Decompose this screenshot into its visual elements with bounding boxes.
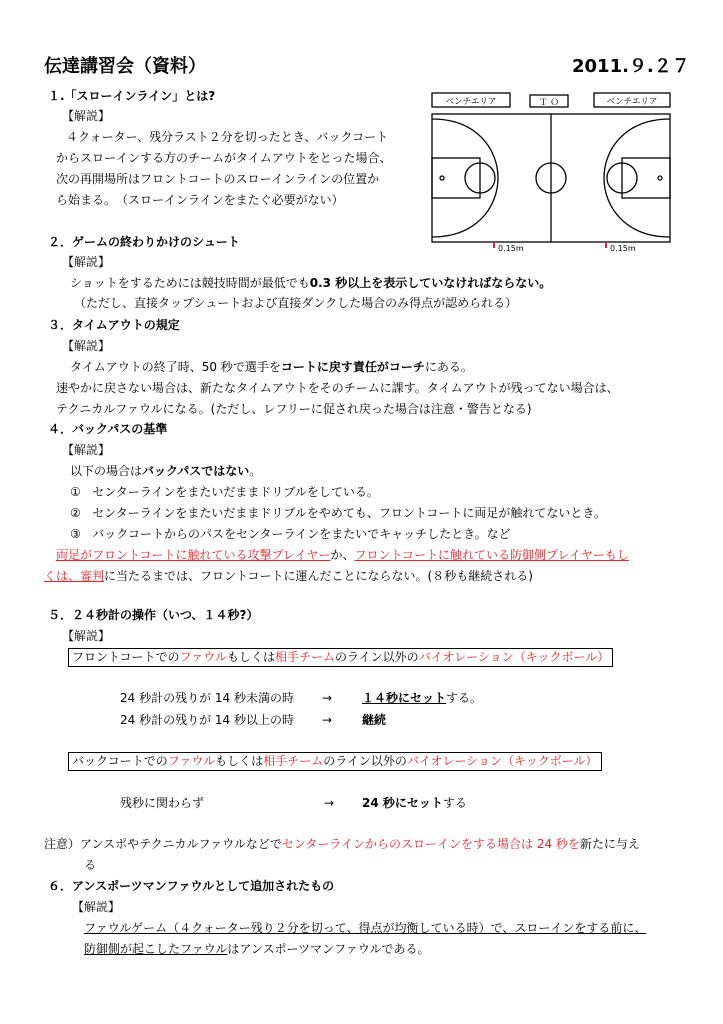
box-text: のライン以外の: [334, 650, 419, 664]
list-item-number: ②: [70, 506, 81, 520]
rule-result: [362, 690, 482, 706]
rule-result-text: する: [442, 796, 467, 810]
box-highlight: バイオレーション（キックボール）: [418, 650, 610, 664]
section-6-line-2: [84, 941, 430, 957]
section-4-text: 。: [249, 464, 262, 478]
basketball-court-diagram: [430, 92, 674, 252]
section-5-heading: ５．２４秒計の操作（いつ、１４秒?）: [48, 608, 259, 622]
section-6-line-1: ファウルゲーム（４クォーター残り２分を切って、得点が均衡している時）で、スローインをする前に、: [84, 921, 647, 935]
section-4-heading: ４．バックパスの基準: [48, 422, 168, 436]
section-2-text: ショットをするためには競技時間が最低でも: [70, 276, 310, 290]
section-3-emphasis: コートに戻す責任がコーチ: [280, 360, 425, 374]
arrow-icon: →: [322, 691, 333, 705]
section-3-text: タイムアウトの終了時、50 秒で選手を: [70, 360, 281, 374]
highlight-text: フロントコートに触れている防御側プレイヤーもし: [354, 548, 629, 562]
highlight-text: くは、審判: [44, 569, 105, 583]
list-item: [70, 484, 379, 500]
section-1-heading: １.「スローインライン」とは?: [48, 89, 216, 103]
backcourt-condition-box: [68, 752, 602, 771]
box-highlight: 相手チーム: [274, 650, 335, 664]
throw-in-mark-left-label: 0.15m: [498, 244, 524, 252]
box-highlight: ファウル: [179, 650, 227, 664]
section-4-note-line-2: [44, 568, 533, 584]
section-3-line-2: 速やかに戻さない場合は、新たなタイムアウトをそのチームに課す。タイムアウトが残ってない場合は、: [56, 381, 619, 395]
frontcourt-condition-box: [68, 648, 613, 667]
list-item-number: ①: [70, 485, 81, 499]
left-basket: [440, 176, 444, 180]
rule-result: 継続: [362, 713, 387, 727]
section-5-label: 【解説】: [62, 629, 111, 643]
bench-area-right-label: ベンチエリア: [606, 97, 658, 107]
left-key: [432, 158, 480, 198]
section-2-emphasis: 0.3 秒以上を表示していなければならない。: [309, 276, 552, 290]
arrow-icon: →: [324, 796, 335, 810]
rule-result: [362, 795, 467, 811]
section-3-text: にある。: [424, 360, 473, 374]
section-4-text: に当たるまでは、フロントコートに運んだことにならない。(８秒も継続される): [104, 569, 533, 583]
box-text: もしくは: [226, 650, 275, 664]
section-6-heading: ６．アンスポーツマンファウルとして追加されたもの: [48, 879, 335, 893]
box-highlight: バイオレーション（キックボール）: [406, 754, 598, 768]
section-4-emphasis: バックパスではない: [142, 464, 250, 478]
rule-result-text: する。: [446, 691, 483, 705]
bench-area-left-label: ベンチエリア: [445, 97, 497, 107]
box-text: もしくは: [215, 754, 264, 768]
highlight-text: 両足がフロントコートに触れている攻撃プレイヤー: [56, 548, 331, 562]
box-highlight: ファウル: [167, 754, 216, 768]
section-1-line: ４クォーター、残分ラスト２分を切ったとき、バックコート: [66, 130, 389, 144]
section-6-underlined: 防御側が起こしたファウル: [84, 942, 228, 956]
rule-result-emphasis: １４秒にセット: [362, 691, 447, 705]
list-item: [70, 526, 511, 542]
table-officials-label: Ｔ Ｏ: [539, 98, 559, 108]
document-date: 2011.９.２７: [572, 56, 690, 77]
rule-condition: 24 秒計の残りが 14 秒以上の時: [120, 713, 294, 727]
section-4-label: 【解説】: [62, 443, 111, 457]
caution-highlight: センターラインからのスローインをする場合は 24 秒を: [281, 837, 580, 851]
list-item-text: センターラインをまたいだままドリブルをやめても、フロントコートに両足が触れてないとき。: [92, 506, 606, 520]
section-3-heading: ３．タイムアウトの規定: [48, 318, 180, 332]
list-item-text: センターラインをまたいだままドリブルをしている。: [92, 485, 379, 499]
section-2-heading: ２．ゲームの終わりかけのシュート: [48, 235, 240, 249]
list-item-text: バックコートからのパスをセンターラインをまたいでキャッチしたとき。など: [92, 527, 511, 541]
box-text: のライン以外の: [323, 754, 407, 768]
section-1-line: 次の再開場所はフロントコートのスローインラインの位置か: [56, 172, 380, 186]
caution-text: 新たに与え: [579, 837, 640, 851]
section-4-text: か、: [330, 548, 355, 562]
box-highlight: 相手チーム: [263, 754, 324, 768]
throw-in-mark-right-label: 0.15m: [610, 244, 636, 252]
section-3-label: 【解説】: [62, 339, 111, 353]
section-3-line-1: [70, 359, 473, 375]
rule-condition: 残秒に関わらず: [120, 796, 205, 810]
section-1-label: 【解説】: [62, 109, 111, 123]
arrow-icon: →: [322, 713, 333, 727]
list-item-number: ③: [70, 527, 81, 541]
rule-condition: 24 秒計の残りが 14 秒未満の時: [120, 691, 294, 705]
section-4-intro: [70, 463, 261, 479]
box-text: フロントコートでの: [72, 650, 180, 664]
section-3-line-3: テクニカルファウルになる。(ただし、レフリーに促され戻った場合は注意・警告となる): [56, 402, 532, 416]
caution-text: 注意）アンスポやテクニカルファウルなどで: [44, 837, 282, 851]
right-key: [622, 158, 670, 198]
caution-note-line-2: る: [84, 858, 97, 872]
section-4-note-line-1: [56, 547, 629, 563]
caution-note-line-1: [44, 836, 640, 852]
rule-result-emphasis: 24 秒にセット: [362, 796, 443, 810]
section-2-label: 【解説】: [62, 255, 111, 269]
section-2-line-1: [70, 275, 551, 291]
section-1-line: からスローインする方のチームがタイムアウトをとった場合、: [56, 151, 392, 165]
box-text: バックコートでの: [72, 754, 168, 768]
section-2-line-2: （ただし、直接タップシュートおよび直接ダンクした場合のみ得点が認められる）: [74, 296, 518, 310]
section-1-line: ら始まる。 （スローインラインをまたぐ必要がない）: [56, 193, 344, 207]
section-4-text: 以下の場合は: [70, 464, 143, 478]
right-basket: [658, 176, 662, 180]
document-title: 伝達講習会（資料）: [44, 56, 206, 77]
section-6-text: はアンスポーツマンファウルである。: [227, 942, 430, 956]
list-item: [70, 505, 606, 521]
section-6-label: 【解説】: [72, 900, 121, 914]
